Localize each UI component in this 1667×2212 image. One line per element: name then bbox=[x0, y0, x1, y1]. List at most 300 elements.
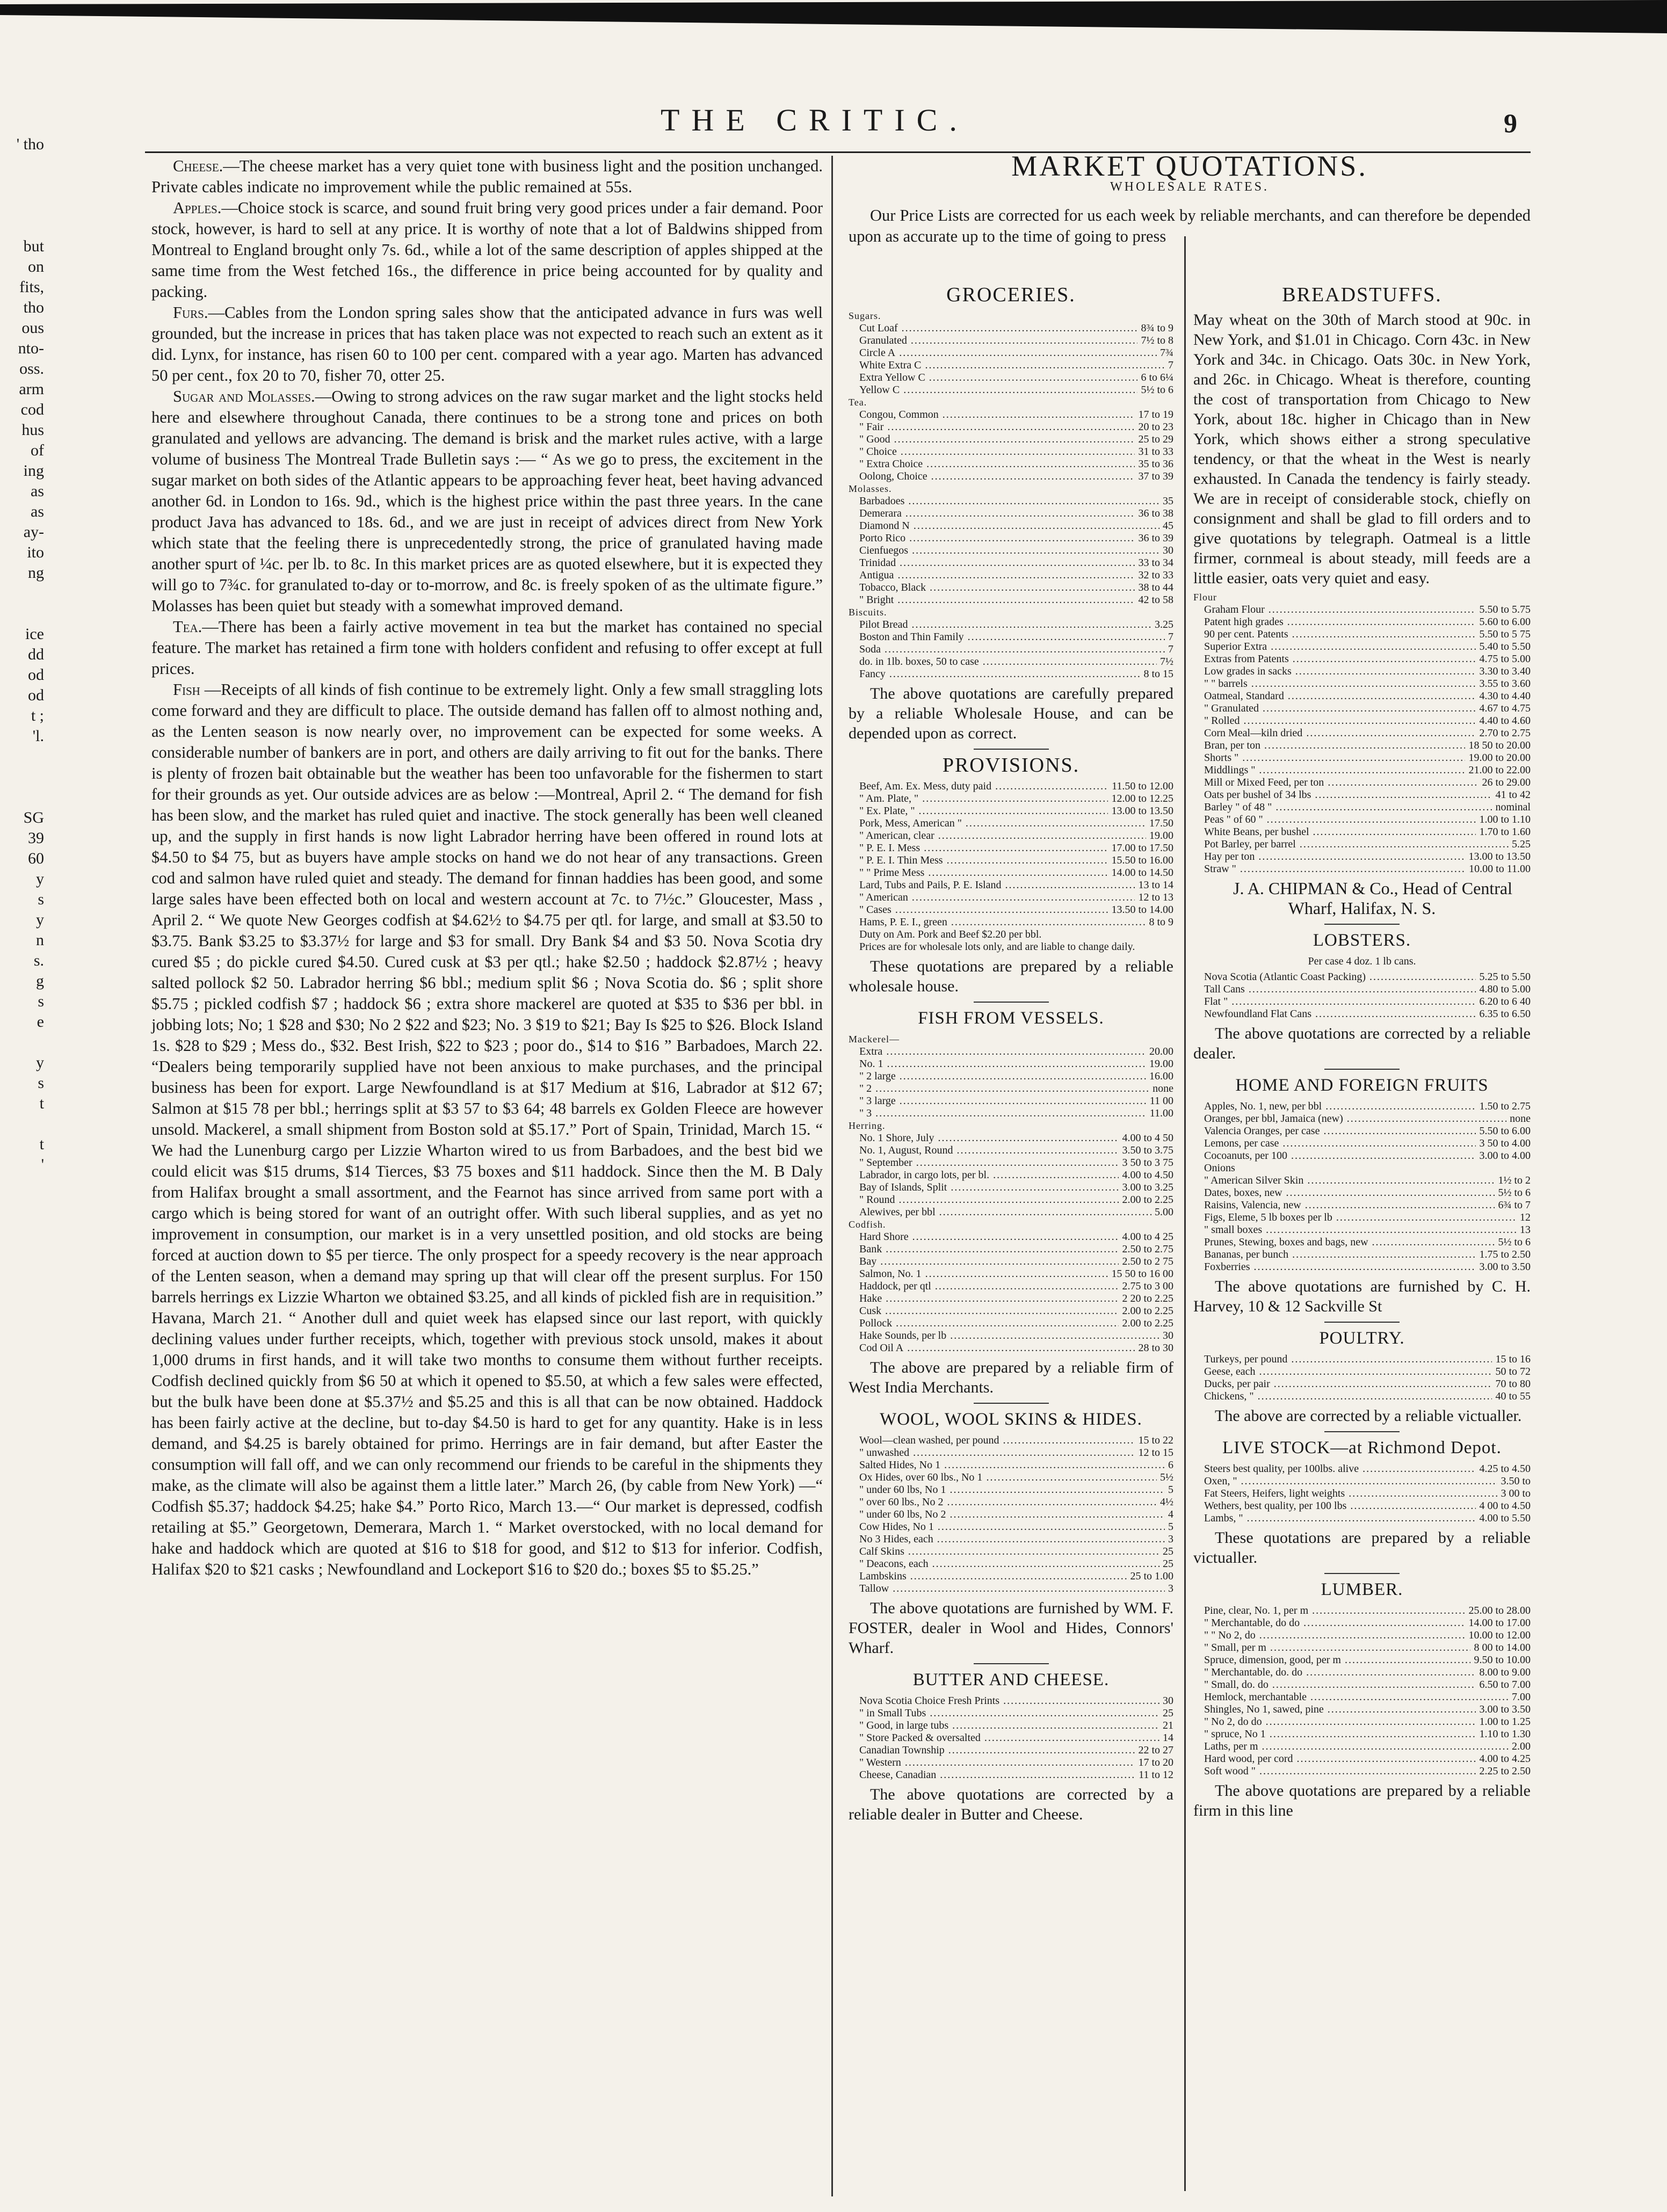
item-price: 1.70 to 1.60 bbox=[1476, 826, 1531, 838]
item-name: Cod Oil A ..... bbox=[849, 1342, 1135, 1354]
item-price: 5.50 to 6.00 bbox=[1476, 1125, 1531, 1137]
item-price: 7½ to 8 bbox=[1137, 335, 1173, 347]
livestock-table bbox=[1193, 1463, 1531, 1525]
item-price: 5.60 to 6.00 bbox=[1476, 616, 1531, 628]
table-row bbox=[1193, 1679, 1531, 1691]
margin-fragment: as bbox=[31, 503, 44, 520]
item-price: 6.50 to 7.00 bbox=[1476, 1679, 1531, 1691]
item-price: 38 to 44 bbox=[1135, 582, 1173, 594]
fish-section bbox=[849, 1002, 1173, 1397]
margin-fragment bbox=[1, 1032, 44, 1053]
table-row bbox=[849, 619, 1173, 631]
table-row bbox=[849, 1583, 1173, 1595]
item-name: Hay per ton ..... bbox=[1193, 851, 1465, 863]
table-row bbox=[1193, 789, 1531, 801]
table-row bbox=[849, 1720, 1173, 1732]
item-name: " Store Packed & oversalted ..... bbox=[849, 1732, 1159, 1744]
section-rule bbox=[974, 1663, 1049, 1664]
table-row bbox=[1193, 801, 1531, 814]
item-name: Ox Hides, over 60 lbs., No 1 ..... bbox=[849, 1471, 1157, 1484]
paragraph-body: —Receipts of all kinds of fish continue to be extremely light. Only a few small straggling lots come forward and they are difficult to place. The outside demand has fallen off to almost nothing and, as the Lenten season is now nearly over, no improvement can be expected for some weeks. A considerable number of bankers are in port, and others are daily arriving to fit out for the banks. There is plenty of frozen bait obtainable but the weather has been too unfavorable for the fishermen to start for their grounds as yet. Our outside advices are as below :—Montreal, April 2. “ The demand for fish has been slow, and the market has ruled quiet and inactive. The stock generally has been well cleaned up, and the supply in first hands is now light Labrador herring have been offered in round lots at $4.50 to $4 75, but as buyers have ample stocks on hand we do not hear of any transactions. Green cod and salmon have ruled quiet and steady. The demand for finnan haddies has been good, and some large sales have been effected both on local and western account at 7c. to 7½c.” Gloucester, Mass , April 2. “ We quote New Georges codfish at $4.62½ to $4.75 per qtl. for large, and small at $3.50 to $3.75. Bank $3.25 to $3.37½ for large and $3 for small. Dry Bank $4 and $3 50. Nova Scotia dry cured $5 ; do pickle cured $4.50. Cured cusk at $3 per qtl.; hake $2.50 ; haddock $2.87½ ; heavy salted pollock $2 50. Labrador herring $6 bbl.; medium split $6 ; Nova Scotia do. $6 ; split shore $5.75 ; pickled codfish $7 ; haddock $6 ; extra shore mackerel are quoted at $35 to $36 per bbl. in jobbing lots; No; 1 $28 and $30; No 2 $22 and $23; No. 3 $19 to $21; Bay Is $25 to $26. Block Island 1s. $28 to $29 ; Mess do., $32. Best Irish, $22 to $23 ; poor do., $14 to $16 ” Barbadoes, March 22. “Dealers being temporarily supplied have not been anxious to make purchases, and the principal business has been for export. Large Newfoundland is at $17 Medium at $16, Labrador at $12 67; Salmon at $15 78 per bbl.; herrings split at $3 57 to $3 64; 48 barrels ex Golden Fleece are however unsold. Mackerel, a small shipment from Boston sold at $5.17.” Port of Spain, Trinidad, March 15. “ We had the Lunenburg cargo per Lizzie Wharton wired to us from Barbadoes, and the best bid we could elicit was $15 drums, $14 Tierces, $3 75 boxes and $11 haddock. Since then the M. B Daly from Halifax brought a small assortment, and the Fearnot has since arrived from same port with a cargo which is being stored for want of an outright offer. With such liberal supplies, and as yet no improvement in consumption, our market is in a very unsettled position, and old stocks are being forced at auction down to $5 per tierce. The only prospect for a speedy recovery is the near approach of the Lenten season, when a demand may spring up that will clear off the present surplus. For 150 barrels herrings ex Lizzie Wharton we obtained $3.25, and all kinds of pickled fish are in requisition.” Havana, March 21. “ Another dull and quiet week has elapsed since our last report, with quickly declining values under further receipts, which, together with previous stock unsold, makes it about 1,000 drums in first hands, and it will take two months to consume them without further receipts. Codfish declined quickly from $6 50 at which it opened to $5.50, at which a few sales were effected, but the bulk have been done at $5.37½ and $5.25 and this is all that can be now obtained. Haddock has been fairly active at the decline, but to-day $4.50 is hard to get for any quantity. Hake is in less demand, and $4.25 is barely obtained for primo. Herrings are in fair demand, but after Easter the consumption will fall off, and we can only recommend our friends to be careful in the shipments they make, as the climate will also be against them a little later.” March 26, (by cable from New York) —“ Codfish $5.37; haddock $4.25; hake $4.” Porto Rico, March 13.—“ Our market is depressed, codfish retailing at $5.” Georgetown, Demerara, March 1. “ Market overstocked, with no local demand for hake and haddock which are quoted at $16 to $18 for good, and $12 to $13 for inferior. Codfish, Halifax $20 to $21 casks ; Newfoundland and Lockeport $16 to $20 do.; boxes $5 to $5.25.” bbox=[151, 680, 823, 1578]
item-price: 7.00 bbox=[1509, 1691, 1531, 1703]
lumber-section bbox=[1193, 1573, 1531, 1821]
table-row bbox=[1193, 653, 1531, 665]
market-paragraph bbox=[151, 386, 823, 617]
table-row bbox=[849, 1070, 1173, 1083]
item-price: 4.30 to 4.40 bbox=[1476, 690, 1531, 702]
item-price: 30 bbox=[1159, 545, 1173, 557]
margin-fragment: hus bbox=[21, 421, 44, 439]
item-name: " Ex. Plate, " ..... bbox=[849, 805, 1108, 817]
margin-fragment bbox=[1, 746, 44, 767]
groceries-note: The above quotations are carefully prepared by a reliable Wholesale House, and can be depended upon as correct. bbox=[849, 685, 1173, 742]
item-name: Boston and Thin Family ..... bbox=[849, 631, 1165, 643]
table-row bbox=[1193, 1236, 1531, 1249]
item-name: No. 1 ..... bbox=[849, 1058, 1146, 1070]
table-row bbox=[1193, 690, 1531, 702]
table-category: Biscuits. bbox=[849, 607, 887, 618]
item-name: Soda ..... bbox=[849, 643, 1165, 656]
item-price: 6.20 to 6 40 bbox=[1476, 996, 1531, 1008]
item-name: " 2 large ..... bbox=[849, 1070, 1146, 1083]
table-row bbox=[1193, 1488, 1531, 1500]
item-price: 13 to 14 bbox=[1135, 879, 1173, 891]
table-row bbox=[849, 1256, 1173, 1268]
item-price: 22 to 27 bbox=[1135, 1744, 1173, 1757]
table-row bbox=[1193, 1008, 1531, 1020]
provisions-section bbox=[849, 749, 1173, 996]
fruits-section bbox=[1193, 1069, 1531, 1316]
item-name: Tallow ..... bbox=[849, 1583, 1165, 1595]
table-row bbox=[1193, 1212, 1531, 1224]
table-row bbox=[1193, 971, 1531, 983]
table-row bbox=[849, 1757, 1173, 1769]
item-name: Mill or Mixed Feed, per ton ..... bbox=[1193, 777, 1478, 789]
breadstuffs-note: J. A. CHIPMAN & Co., Head of Central Wharf, Halifax, N. S. bbox=[1233, 879, 1512, 918]
item-name: No 3 Hides, each ..... bbox=[849, 1533, 1165, 1546]
item-name: Newfoundland Flat Cans ..... bbox=[1193, 1008, 1476, 1020]
margin-fragment: 39 bbox=[28, 829, 44, 847]
item-price: 16.00 bbox=[1146, 1070, 1173, 1083]
item-name: Pollock ..... bbox=[849, 1317, 1119, 1330]
item-price: 11 to 12 bbox=[1135, 1769, 1173, 1781]
table-row bbox=[849, 322, 1173, 335]
item-price: 25.00 to 28.00 bbox=[1465, 1605, 1531, 1617]
table-row bbox=[1193, 1703, 1531, 1716]
table-category: Tea. bbox=[849, 397, 867, 408]
item-price: 2 20 to 2.25 bbox=[1119, 1293, 1173, 1305]
section-rule bbox=[974, 749, 1049, 750]
margin-fragment: oss. bbox=[19, 360, 44, 378]
item-price: 6.35 to 6.50 bbox=[1476, 1008, 1531, 1020]
paragraph-lead: Sugar and Molasses. bbox=[173, 387, 315, 405]
item-price: 25 bbox=[1159, 1546, 1173, 1558]
item-price: 1.75 to 2.50 bbox=[1476, 1249, 1531, 1261]
item-name: " Bright ..... bbox=[849, 594, 1135, 606]
item-price: 21.00 to 22.00 bbox=[1465, 764, 1531, 777]
table-row bbox=[1193, 826, 1531, 838]
table-category: Codfish. bbox=[849, 1219, 886, 1230]
item-price: 20 to 23 bbox=[1135, 421, 1173, 433]
table-row bbox=[1193, 1740, 1531, 1753]
table-row bbox=[849, 1132, 1173, 1144]
item-price: 35 bbox=[1159, 495, 1173, 507]
table-row bbox=[849, 470, 1173, 483]
item-price: 4.25 to 4.50 bbox=[1476, 1463, 1531, 1475]
table-row bbox=[849, 904, 1173, 916]
item-price: 31 to 33 bbox=[1135, 446, 1173, 458]
table-row bbox=[849, 1046, 1173, 1058]
item-price: 2.00 to 2.25 bbox=[1119, 1194, 1173, 1206]
item-price: none bbox=[1506, 1113, 1531, 1125]
table-row bbox=[1193, 1753, 1531, 1765]
margin-fragment: fits, bbox=[19, 278, 44, 296]
item-price: 19.00 bbox=[1146, 1058, 1173, 1070]
fish-note: The above are prepared by a reliable firm of West India Merchants. bbox=[849, 1359, 1173, 1396]
table-row bbox=[1193, 983, 1531, 996]
item-name: do. in 1lb. boxes, 50 to case ..... bbox=[849, 656, 1157, 668]
margin-fragment: od bbox=[28, 686, 44, 704]
item-price: 6 to 6¼ bbox=[1137, 372, 1173, 384]
item-price: 21 bbox=[1159, 1720, 1173, 1732]
item-price: 7¾ bbox=[1157, 347, 1173, 359]
table-row bbox=[849, 1447, 1173, 1459]
margin-fragment bbox=[1, 583, 44, 604]
item-name: Granulated ..... bbox=[849, 335, 1137, 347]
item-price: 20.00 bbox=[1146, 1046, 1173, 1058]
table-row bbox=[849, 1231, 1173, 1243]
market-paragraph bbox=[151, 617, 823, 679]
item-price: 12.00 to 12.25 bbox=[1108, 793, 1173, 805]
item-name: Oolong, Choice ..... bbox=[849, 470, 1135, 483]
item-name: " Merchantable, do do ..... bbox=[1193, 1617, 1465, 1629]
item-price: 5.50 to 5 75 bbox=[1476, 628, 1531, 641]
table-row bbox=[849, 1058, 1173, 1070]
item-price: 7½ bbox=[1157, 656, 1173, 668]
item-price: 3 00 to bbox=[1497, 1488, 1531, 1500]
item-name: " " No 2, do ..... bbox=[1193, 1629, 1465, 1642]
table-row bbox=[1193, 702, 1531, 715]
item-price: 26 to 29.00 bbox=[1478, 777, 1531, 789]
item-name: " Round ..... bbox=[849, 1194, 1119, 1206]
table-row bbox=[849, 1521, 1173, 1533]
table-row bbox=[849, 384, 1173, 396]
table-row bbox=[1193, 777, 1531, 789]
item-price: 25 bbox=[1159, 1707, 1173, 1720]
table-row bbox=[849, 545, 1173, 557]
table-row bbox=[849, 1169, 1173, 1181]
item-price: 4 00 to 4.50 bbox=[1476, 1500, 1531, 1512]
item-price: 15 50 to 16 00 bbox=[1108, 1268, 1173, 1280]
table-category: Flour bbox=[1193, 592, 1217, 603]
margin-fragment bbox=[1, 604, 44, 624]
poultry-title: POULTRY. bbox=[1319, 1329, 1405, 1348]
table-row bbox=[849, 409, 1173, 421]
margin-fragment bbox=[1, 767, 44, 787]
item-price: 3.25 bbox=[1151, 619, 1173, 631]
item-name: Lambs, " ..... bbox=[1193, 1512, 1476, 1525]
table-row bbox=[1193, 1500, 1531, 1512]
table-row bbox=[1193, 1100, 1531, 1113]
item-name: Bank ..... bbox=[849, 1243, 1119, 1256]
item-price: 8 to 9 bbox=[1146, 916, 1173, 929]
item-name: Nova Scotia Choice Fresh Prints ..... bbox=[849, 1695, 1159, 1707]
margin-fragment: t bbox=[39, 1094, 44, 1112]
table-row bbox=[849, 1496, 1173, 1508]
fish-table bbox=[849, 1033, 1173, 1354]
item-name: Wethers, best quality, per 100 lbs ..... bbox=[1193, 1500, 1476, 1512]
fruits-note: The above quotations are furnished by C. H. Harvey, 10 & 12 Sackville St bbox=[1193, 1278, 1531, 1315]
item-name: " Choice ..... bbox=[849, 446, 1135, 458]
item-price: 4.00 to 4.50 bbox=[1119, 1169, 1173, 1181]
margin-fragment bbox=[1, 175, 44, 195]
item-price: 1.10 to 1.30 bbox=[1476, 1728, 1531, 1740]
quotations-intro: Our Price Lists are corrected for us each week by reliable merchants, and can therefore be depended upon as accurate up to the time of going to press bbox=[849, 206, 1531, 245]
lumber-note: The above quotations are prepared by a reliable firm in this line bbox=[1193, 1782, 1531, 1819]
item-price: 2.50 to 2.75 bbox=[1119, 1243, 1173, 1256]
item-name: White Beans, per bushel ..... bbox=[1193, 826, 1476, 838]
item-name: Fat Steers, Heifers, light weights ..... bbox=[1193, 1488, 1497, 1500]
table-row bbox=[849, 1558, 1173, 1570]
margin-fragment: on bbox=[28, 258, 44, 275]
table-row bbox=[849, 1107, 1173, 1120]
market-paragraph bbox=[151, 156, 823, 198]
item-name: Salmon, No. 1 ..... bbox=[849, 1268, 1108, 1280]
table-row bbox=[1193, 1125, 1531, 1137]
margin-fragment: of bbox=[31, 441, 44, 459]
item-price: 1.00 to 1.25 bbox=[1476, 1716, 1531, 1728]
table-row bbox=[1193, 1475, 1531, 1488]
item-price: 2.00 to 2.25 bbox=[1119, 1305, 1173, 1317]
item-name: " Small, do. do ..... bbox=[1193, 1679, 1476, 1691]
item-name: No. 1, August, Round ..... bbox=[849, 1144, 1119, 1157]
table-row bbox=[1193, 727, 1531, 739]
item-name: Lard, Tubs and Pails, P. E. Island ..... bbox=[849, 879, 1135, 891]
table-row bbox=[1193, 863, 1531, 875]
margin-fragment: tho bbox=[23, 299, 44, 316]
item-name: " Granulated ..... bbox=[1193, 702, 1476, 715]
item-price: 14.00 to 17.00 bbox=[1465, 1617, 1531, 1629]
groceries-title: GROCERIES. bbox=[946, 284, 1076, 306]
item-price: 2.00 to 2.25 bbox=[1119, 1317, 1173, 1330]
table-row bbox=[849, 916, 1173, 929]
table-row bbox=[849, 1268, 1173, 1280]
item-price: 30 bbox=[1159, 1695, 1173, 1707]
item-name: Alewives, per bbl ..... bbox=[849, 1206, 1151, 1219]
margin-fragment: ay- bbox=[23, 523, 44, 541]
table-row bbox=[1193, 1765, 1531, 1778]
item-price: 41 to 42 bbox=[1492, 789, 1531, 801]
item-price: 17 to 20 bbox=[1135, 1757, 1173, 1769]
item-name: Barley " of 48 " ..... bbox=[1193, 801, 1492, 814]
item-price: 4.80 to 5.00 bbox=[1476, 983, 1531, 996]
table-row bbox=[849, 569, 1173, 582]
item-price: 33 to 34 bbox=[1135, 557, 1173, 569]
lumber-table bbox=[1193, 1605, 1531, 1778]
item-price: 45 bbox=[1159, 520, 1173, 532]
table-row bbox=[849, 532, 1173, 545]
item-name: No. 1 Shore, July ..... bbox=[849, 1132, 1119, 1144]
item-name: " in Small Tubs ..... bbox=[849, 1707, 1159, 1720]
item-name: Hemlock, merchantable ..... bbox=[1193, 1691, 1509, 1703]
table-row bbox=[1193, 1642, 1531, 1654]
item-price: 3 bbox=[1165, 1533, 1173, 1546]
table-row bbox=[849, 1769, 1173, 1781]
table-row bbox=[849, 1484, 1173, 1496]
margin-fragment bbox=[1, 787, 44, 808]
item-name: Oats per bushel of 34 lbs ..... bbox=[1193, 789, 1492, 801]
item-price: 1.00 to 1.10 bbox=[1476, 814, 1531, 826]
item-name: Extras from Patents ..... bbox=[1193, 653, 1476, 665]
item-name: Circle A ..... bbox=[849, 347, 1157, 359]
item-name: Shorts " ..... bbox=[1193, 752, 1465, 764]
margin-fragment: but bbox=[23, 237, 44, 255]
item-price: 36 to 38 bbox=[1135, 507, 1173, 520]
item-price: 8.00 to 9.00 bbox=[1476, 1666, 1531, 1679]
table-row bbox=[1193, 1137, 1531, 1150]
table-row bbox=[849, 1744, 1173, 1757]
item-price: 11.00 bbox=[1147, 1107, 1173, 1120]
item-price: 3.00 to 4.00 bbox=[1476, 1150, 1531, 1162]
table-row bbox=[849, 1533, 1173, 1546]
livestock-section bbox=[1193, 1431, 1531, 1568]
table-note: Prices are for wholesale lots only, and are liable to change daily. bbox=[859, 941, 1135, 953]
table-row bbox=[849, 1181, 1173, 1194]
item-name: Laths, per m ..... bbox=[1193, 1740, 1509, 1753]
item-name: " over 60 lbs., No 2 ..... bbox=[849, 1496, 1157, 1508]
item-name: Extra Yellow C ..... bbox=[849, 372, 1137, 384]
item-name: Oxen, " ..... bbox=[1193, 1475, 1497, 1488]
item-price: 3.50 to bbox=[1497, 1475, 1531, 1488]
page-header bbox=[0, 102, 1667, 145]
lobsters-subtitle: Per case 4 doz. 1 lb cans. bbox=[1308, 955, 1416, 967]
margin-fragment: y bbox=[36, 1054, 44, 1071]
item-name: Bay ..... bbox=[849, 1256, 1119, 1268]
breadstuffs-table bbox=[1193, 591, 1531, 875]
lumber-title: LUMBER. bbox=[1321, 1580, 1403, 1599]
table-row bbox=[1193, 1353, 1531, 1366]
item-name: White Extra C ..... bbox=[849, 359, 1165, 372]
item-price: 3 50 to 3 75 bbox=[1119, 1157, 1173, 1169]
table-row bbox=[849, 1342, 1173, 1354]
table-row bbox=[1193, 1150, 1531, 1162]
item-name: " September ..... bbox=[849, 1157, 1119, 1169]
item-name: " American, clear ..... bbox=[849, 830, 1146, 842]
item-name: " Cases ..... bbox=[849, 904, 1108, 916]
top-border-bar bbox=[0, 0, 1667, 43]
table-row bbox=[849, 421, 1173, 433]
table-row bbox=[849, 582, 1173, 594]
table-note: Onions bbox=[1204, 1162, 1235, 1174]
fruits-title: HOME AND FOREIGN FRUITS bbox=[1235, 1076, 1489, 1095]
lobsters-section bbox=[1193, 924, 1531, 1063]
table-row bbox=[1193, 1463, 1531, 1475]
table-row bbox=[849, 1083, 1173, 1095]
margin-fragment: ing bbox=[23, 462, 44, 480]
market-report-column bbox=[151, 156, 823, 1580]
item-name: Lambskins ..... bbox=[849, 1570, 1127, 1583]
item-price: 18 50 to 20.00 bbox=[1465, 739, 1531, 752]
table-row bbox=[849, 1144, 1173, 1157]
item-price: 30 bbox=[1159, 1330, 1173, 1342]
margin-fragment: SG bbox=[23, 809, 44, 826]
item-price: 25 bbox=[1159, 1558, 1173, 1570]
table-row bbox=[1193, 1199, 1531, 1212]
item-name: Chickens, " ..... bbox=[1193, 1390, 1492, 1403]
table-row bbox=[1193, 1224, 1531, 1236]
table-row bbox=[849, 842, 1173, 854]
table-row bbox=[1193, 1174, 1531, 1187]
item-price: 5.25 bbox=[1509, 838, 1531, 851]
item-price: 6¾ to 7 bbox=[1495, 1199, 1531, 1212]
breadstuffs-title: BREADSTUFFS. bbox=[1282, 284, 1442, 306]
margin-fragment: s bbox=[38, 992, 44, 1010]
column-divider bbox=[1184, 236, 1186, 2191]
item-price: 17 to 19 bbox=[1135, 409, 1173, 421]
margin-fragment: ice bbox=[25, 625, 44, 643]
item-name: " under 60 lbs, No 1 ..... bbox=[849, 1484, 1165, 1496]
item-price: 11.50 to 12.00 bbox=[1108, 780, 1173, 793]
item-name: Figs, Eleme, 5 lb boxes per lb ..... bbox=[1193, 1212, 1517, 1224]
table-row bbox=[849, 1570, 1173, 1583]
table-row bbox=[849, 867, 1173, 879]
item-price: 7 bbox=[1165, 359, 1173, 372]
item-name: Middlings " ..... bbox=[1193, 764, 1465, 777]
poultry-table bbox=[1193, 1353, 1531, 1403]
item-name: " 2 ..... bbox=[849, 1083, 1149, 1095]
item-name: " Fair ..... bbox=[849, 421, 1135, 433]
paragraph-lead: Apples. bbox=[173, 199, 222, 217]
table-row bbox=[1193, 851, 1531, 863]
table-row bbox=[849, 347, 1173, 359]
table-row bbox=[1193, 641, 1531, 653]
item-name: Pine, clear, No. 1, per m ..... bbox=[1193, 1605, 1465, 1617]
item-name: Congou, Common ..... bbox=[849, 409, 1135, 421]
table-row bbox=[1193, 1187, 1531, 1199]
item-name: Soft wood " ..... bbox=[1193, 1765, 1476, 1778]
item-price: 1½ to 2 bbox=[1495, 1174, 1531, 1187]
item-price: 4.00 to 4 25 bbox=[1119, 1231, 1173, 1243]
item-name: Oatmeal, Standard ..... bbox=[1193, 690, 1476, 702]
item-price: 14.00 to 14.50 bbox=[1108, 867, 1173, 879]
table-row bbox=[1193, 1249, 1531, 1261]
table-category: Molasses. bbox=[849, 483, 892, 494]
table-row bbox=[1193, 715, 1531, 727]
item-name: " spruce, No 1 ..... bbox=[1193, 1728, 1476, 1740]
table-row bbox=[1193, 1261, 1531, 1273]
item-name: Lemons, per case ..... bbox=[1193, 1137, 1476, 1150]
table-row bbox=[849, 1330, 1173, 1342]
table-row bbox=[849, 1459, 1173, 1471]
item-price: nominal bbox=[1492, 801, 1531, 814]
paragraph-lead: Fish bbox=[173, 680, 200, 699]
margin-fragment: s bbox=[38, 1074, 44, 1092]
item-name: " Western ..... bbox=[849, 1757, 1135, 1769]
table-row bbox=[1193, 665, 1531, 678]
margin-fragment: nto- bbox=[18, 339, 44, 357]
livestock-note: These quotations are prepared by a reliable victualler. bbox=[1193, 1529, 1531, 1566]
margin-fragment: ous bbox=[21, 319, 44, 337]
item-name: " Am. Plate, " ..... bbox=[849, 793, 1108, 805]
item-name: Salted Hides, No 1 ..... bbox=[849, 1459, 1165, 1471]
item-name: " 3 ..... bbox=[849, 1107, 1147, 1120]
margin-fragment: s bbox=[38, 890, 44, 908]
fish-title: FISH FROM VESSELS. bbox=[918, 1009, 1104, 1028]
wool-table bbox=[849, 1434, 1173, 1595]
table-row bbox=[1193, 1691, 1531, 1703]
item-name: Yellow C ..... bbox=[849, 384, 1137, 396]
groceries-section bbox=[849, 285, 1173, 743]
